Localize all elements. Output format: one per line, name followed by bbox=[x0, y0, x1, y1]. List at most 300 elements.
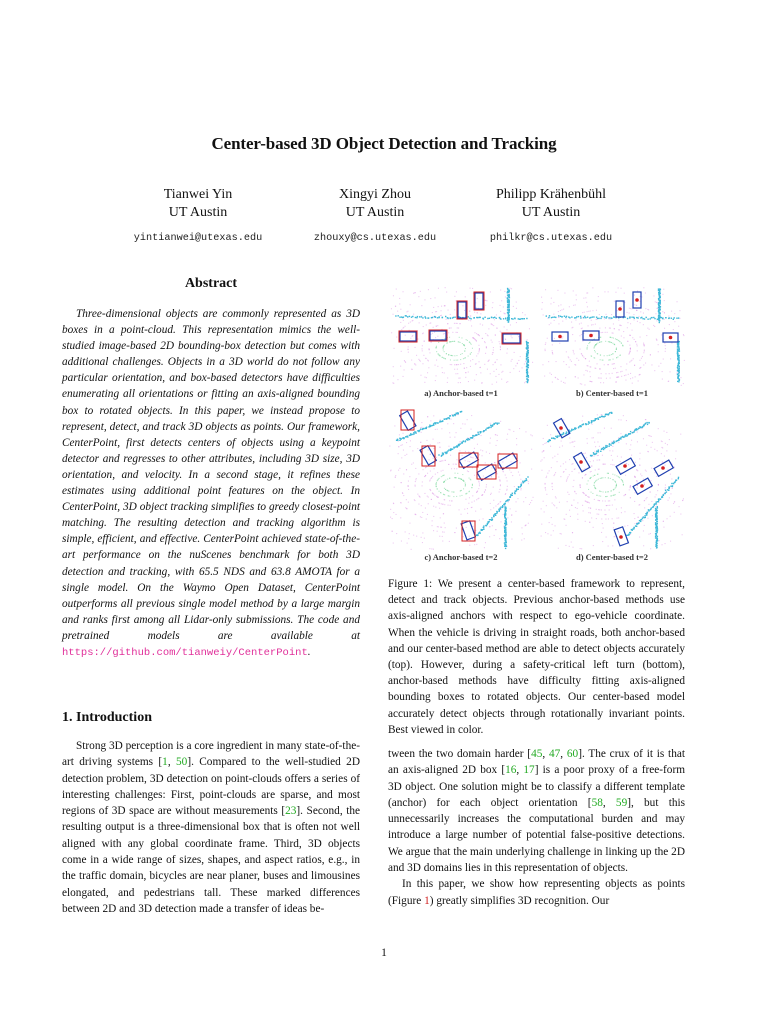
lidar-point bbox=[551, 374, 552, 375]
panel-caption: c) Anchor-based t=2 bbox=[424, 552, 498, 562]
lidar-point bbox=[644, 507, 645, 508]
lidar-point bbox=[653, 295, 654, 296]
lidar-point bbox=[453, 317, 454, 318]
lidar-point bbox=[612, 518, 613, 519]
citation-link[interactable]: 45 bbox=[531, 748, 543, 760]
lidar-point bbox=[634, 365, 635, 366]
lidar-point bbox=[586, 501, 587, 502]
lidar-point bbox=[666, 491, 667, 492]
lidar-point bbox=[496, 513, 497, 514]
lidar-point bbox=[581, 548, 582, 549]
lidar-point bbox=[415, 481, 416, 482]
lidar-point bbox=[580, 426, 581, 427]
lidar-point bbox=[618, 340, 619, 341]
lidar-point bbox=[411, 317, 412, 318]
lidar-point bbox=[634, 492, 635, 493]
citation-link[interactable]: 59 bbox=[615, 796, 628, 809]
lidar-point bbox=[451, 468, 452, 469]
lidar-point bbox=[474, 501, 475, 502]
lidar-point bbox=[493, 347, 494, 348]
lidar-point bbox=[596, 495, 597, 496]
lidar-point bbox=[482, 529, 483, 530]
lidar-point bbox=[398, 446, 399, 447]
lidar-point bbox=[673, 329, 674, 330]
citation-link[interactable]: 16 bbox=[505, 764, 517, 777]
lidar-point bbox=[422, 317, 423, 318]
lidar-point bbox=[474, 380, 475, 381]
lidar-point bbox=[431, 477, 432, 478]
author-email[interactable]: philkr@cs.utexas.edu bbox=[489, 233, 613, 244]
citation-link[interactable]: 47 bbox=[548, 748, 561, 760]
panel-caption: b) Center-based t=1 bbox=[575, 388, 649, 398]
lidar-point bbox=[500, 481, 501, 482]
lidar-point bbox=[650, 509, 651, 510]
panel-caption: d) Center-based t=2 bbox=[575, 552, 649, 562]
lidar-point bbox=[629, 313, 630, 314]
lidar-point bbox=[632, 337, 633, 338]
lidar-point bbox=[533, 497, 534, 498]
lidar-point bbox=[597, 441, 598, 442]
lidar-point bbox=[576, 299, 577, 300]
citation-link[interactable]: 1 bbox=[162, 756, 168, 769]
lidar-point bbox=[480, 317, 481, 318]
lidar-point bbox=[630, 431, 631, 432]
author-affiliation: UT Austin bbox=[521, 205, 581, 220]
lidar-point bbox=[680, 514, 681, 515]
lidar-point bbox=[445, 287, 446, 288]
lidar-point bbox=[485, 490, 486, 491]
author-email[interactable]: yintianwei@utexas.edu bbox=[133, 233, 263, 244]
lidar-point bbox=[470, 288, 471, 289]
lidar-point bbox=[415, 468, 416, 469]
lidar-point bbox=[413, 314, 414, 315]
lidar-point bbox=[655, 508, 656, 509]
page-number: 1 bbox=[381, 947, 387, 959]
lidar-point bbox=[486, 347, 487, 348]
citation-link[interactable]: 17 bbox=[523, 764, 535, 777]
lidar-point bbox=[437, 526, 438, 527]
lidar-point bbox=[417, 316, 418, 317]
lidar-point bbox=[467, 419, 468, 420]
lidar-point bbox=[405, 326, 406, 327]
lidar-point bbox=[465, 440, 466, 441]
lidar-point bbox=[609, 443, 610, 444]
lidar-point bbox=[639, 428, 640, 429]
lidar-point bbox=[561, 338, 562, 339]
lidar-point bbox=[597, 455, 598, 456]
lidar-point bbox=[643, 344, 644, 345]
lidar-point bbox=[511, 521, 512, 522]
lidar-point bbox=[662, 294, 663, 295]
citation-link[interactable]: 50 bbox=[176, 756, 188, 769]
lidar-point bbox=[662, 371, 663, 372]
lidar-point bbox=[629, 308, 630, 309]
lidar-point bbox=[472, 457, 473, 458]
lidar-point bbox=[447, 377, 448, 378]
lidar-point bbox=[587, 496, 588, 497]
lidar-point bbox=[599, 500, 600, 501]
lidar-point bbox=[418, 473, 419, 474]
lidar-point bbox=[505, 313, 506, 314]
lidar-point bbox=[398, 470, 399, 471]
lidar-point bbox=[507, 381, 508, 382]
lidar-point bbox=[420, 429, 421, 430]
lidar-point bbox=[512, 493, 513, 494]
lidar-point bbox=[402, 493, 403, 494]
lidar-point bbox=[678, 344, 679, 345]
lidar-point bbox=[623, 484, 624, 485]
lidar-point bbox=[651, 468, 652, 469]
lidar-point bbox=[585, 358, 586, 359]
lidar-point bbox=[676, 318, 677, 319]
lidar-point bbox=[552, 352, 553, 353]
lidar-point bbox=[434, 468, 435, 469]
lidar-point bbox=[637, 481, 638, 482]
lidar-point bbox=[629, 489, 630, 490]
lidar-point bbox=[454, 296, 455, 297]
lidar-point bbox=[610, 478, 611, 479]
lidar-point bbox=[405, 362, 406, 363]
lidar-point bbox=[590, 512, 591, 513]
lidar-point bbox=[397, 311, 398, 312]
lidar-point bbox=[508, 318, 509, 319]
lidar-point bbox=[608, 446, 609, 447]
figure-ref-link[interactable]: 1 bbox=[424, 894, 430, 907]
lidar-point bbox=[659, 300, 660, 301]
lidar-point bbox=[452, 415, 453, 416]
lidar-point bbox=[646, 335, 647, 336]
lidar-point bbox=[557, 435, 558, 436]
lidar-point bbox=[616, 475, 617, 476]
lidar-point bbox=[583, 357, 584, 358]
lidar-point bbox=[558, 317, 559, 318]
lidar-point bbox=[545, 344, 546, 345]
author-3 bbox=[451, 186, 651, 248]
lidar-point bbox=[624, 436, 625, 437]
lidar-point bbox=[663, 359, 664, 360]
lidar-point bbox=[602, 523, 603, 524]
lidar-point bbox=[620, 433, 621, 434]
lidar-point bbox=[615, 368, 616, 369]
lidar-point bbox=[584, 312, 585, 313]
lidar-point bbox=[421, 432, 422, 433]
lidar-point bbox=[521, 527, 522, 528]
lidar-point bbox=[527, 379, 528, 380]
lidar-point bbox=[585, 370, 586, 371]
lidar-point bbox=[403, 438, 404, 439]
lidar-point bbox=[657, 521, 658, 522]
lidar-point bbox=[667, 489, 668, 490]
lidar-point bbox=[617, 456, 618, 457]
lidar-point bbox=[529, 328, 530, 329]
lidar-point bbox=[511, 288, 512, 289]
lidar-point bbox=[647, 512, 648, 513]
lidar-point bbox=[470, 366, 471, 367]
lidar-point bbox=[400, 366, 401, 367]
lidar-point bbox=[583, 298, 584, 299]
predicted-box bbox=[400, 332, 416, 341]
lidar-point bbox=[630, 335, 631, 336]
lidar-point bbox=[412, 434, 413, 435]
lidar-point bbox=[668, 490, 669, 491]
lidar-point bbox=[651, 447, 652, 448]
lidar-point bbox=[658, 305, 659, 306]
lidar-point bbox=[452, 449, 453, 450]
lidar-point bbox=[516, 302, 517, 303]
lidar-point bbox=[519, 371, 520, 372]
lidar-point bbox=[590, 342, 591, 343]
lidar-point bbox=[630, 378, 631, 379]
lidar-point bbox=[645, 308, 646, 309]
lidar-point bbox=[611, 428, 612, 429]
lidar-point bbox=[616, 357, 617, 358]
lidar-point bbox=[524, 318, 525, 319]
lidar-point bbox=[545, 532, 546, 533]
lidar-point bbox=[436, 457, 437, 458]
lidar-point bbox=[475, 458, 476, 459]
lidar-point bbox=[505, 540, 506, 541]
lidar-point bbox=[650, 318, 651, 319]
lidar-point bbox=[511, 361, 512, 362]
citation-link[interactable]: 58 bbox=[591, 796, 603, 809]
lidar-point bbox=[509, 310, 510, 311]
lidar-point bbox=[621, 512, 622, 513]
lidar-point bbox=[448, 495, 449, 496]
lidar-point bbox=[566, 319, 567, 320]
lidar-point bbox=[499, 479, 500, 480]
lidar-point bbox=[422, 481, 423, 482]
lidar-point bbox=[678, 326, 679, 327]
lidar-point bbox=[459, 337, 460, 338]
lidar-point bbox=[494, 514, 495, 515]
lidar-point bbox=[549, 373, 550, 374]
lidar-point bbox=[613, 489, 614, 490]
lidar-point bbox=[466, 439, 467, 440]
lidar-point bbox=[594, 475, 595, 476]
lidar-point bbox=[507, 517, 508, 518]
lidar-point bbox=[559, 343, 560, 344]
lidar-point bbox=[546, 477, 547, 478]
lidar-point bbox=[678, 346, 679, 347]
lidar-point bbox=[674, 321, 675, 322]
lidar-point bbox=[620, 371, 621, 372]
lidar-point bbox=[469, 497, 470, 498]
lidar-point bbox=[411, 369, 412, 370]
lidar-point bbox=[433, 448, 434, 449]
lidar-point bbox=[521, 488, 522, 489]
lidar-point bbox=[667, 444, 668, 445]
lidar-point bbox=[488, 427, 489, 428]
lidar-point bbox=[465, 348, 466, 349]
lidar-point bbox=[450, 314, 451, 315]
lidar-point bbox=[437, 325, 438, 326]
lidar-point bbox=[626, 363, 627, 364]
lidar-point bbox=[444, 499, 445, 500]
lidar-point bbox=[552, 457, 553, 458]
lidar-point bbox=[465, 377, 466, 378]
lidar-point bbox=[393, 295, 394, 296]
lidar-point bbox=[466, 339, 467, 340]
text-run: Strong 3D perception is a core ingredient in many state-of-the-art driving systems [ bbox=[62, 740, 360, 769]
lidar-point bbox=[630, 486, 631, 487]
lidar-point bbox=[614, 464, 615, 465]
lidar-point bbox=[604, 318, 605, 319]
lidar-point bbox=[405, 455, 406, 456]
lidar-point bbox=[599, 328, 600, 329]
author-1 bbox=[98, 186, 298, 248]
lidar-point bbox=[665, 317, 666, 318]
citation-link[interactable]: 23 bbox=[285, 805, 297, 818]
lidar-point bbox=[637, 441, 638, 442]
lidar-point bbox=[581, 323, 582, 324]
lidar-point bbox=[592, 310, 593, 311]
lidar-point bbox=[554, 505, 555, 506]
lidar-point bbox=[679, 506, 680, 507]
lidar-point bbox=[494, 319, 495, 320]
lidar-point bbox=[601, 518, 602, 519]
lidar-point bbox=[604, 316, 605, 317]
lidar-point bbox=[408, 349, 409, 350]
lidar-point bbox=[545, 349, 546, 350]
lidar-point bbox=[432, 425, 433, 426]
lidar-point bbox=[498, 477, 499, 478]
lidar-point bbox=[601, 414, 602, 415]
lidar-point bbox=[579, 335, 580, 336]
lidar-point bbox=[596, 319, 597, 320]
lidar-point bbox=[574, 446, 575, 447]
lidar-point bbox=[426, 377, 427, 378]
lidar-point bbox=[655, 301, 656, 302]
lidar-point bbox=[593, 316, 594, 317]
lidar-point bbox=[465, 486, 466, 487]
lidar-point bbox=[423, 333, 424, 334]
lidar-point bbox=[594, 482, 595, 483]
lidar-point bbox=[462, 474, 463, 475]
lidar-point bbox=[478, 533, 479, 534]
lidar-point bbox=[424, 377, 425, 378]
center-point bbox=[618, 307, 622, 311]
point-cloud bbox=[389, 411, 533, 550]
lidar-point bbox=[576, 358, 577, 359]
lidar-point bbox=[455, 473, 456, 474]
lidar-point bbox=[428, 289, 429, 290]
lidar-point bbox=[505, 318, 506, 319]
lidar-point bbox=[476, 355, 477, 356]
lidar-point bbox=[470, 360, 471, 361]
lidar-point bbox=[627, 327, 628, 328]
lidar-point bbox=[462, 343, 463, 344]
lidar-point bbox=[636, 428, 637, 429]
lidar-point bbox=[541, 309, 542, 310]
lidar-point bbox=[483, 318, 484, 319]
lidar-point bbox=[454, 355, 455, 356]
lidar-point bbox=[507, 499, 508, 500]
lidar-point bbox=[634, 523, 635, 524]
center-point bbox=[623, 464, 627, 468]
lidar-point bbox=[506, 439, 507, 440]
lidar-point bbox=[424, 382, 425, 383]
lidar-point bbox=[598, 455, 599, 456]
lidar-point bbox=[514, 486, 515, 487]
lidar-point bbox=[399, 303, 400, 304]
lidar-point bbox=[541, 297, 542, 298]
lidar-point bbox=[518, 489, 519, 490]
center-point bbox=[619, 535, 623, 539]
lidar-point bbox=[644, 350, 645, 351]
lidar-point bbox=[470, 320, 471, 321]
lidar-point bbox=[393, 543, 394, 544]
lidar-point bbox=[467, 461, 468, 462]
lidar-point bbox=[492, 352, 493, 353]
author-email[interactable]: zhouxy@cs.utexas.edu bbox=[313, 233, 437, 244]
lidar-point bbox=[587, 365, 588, 366]
lidar-point bbox=[591, 324, 592, 325]
lidar-point bbox=[636, 469, 637, 470]
lidar-point bbox=[463, 344, 464, 345]
lidar-point bbox=[492, 302, 493, 303]
lidar-point bbox=[545, 484, 546, 485]
lidar-point bbox=[628, 534, 629, 535]
lidar-point bbox=[630, 373, 631, 374]
citation-link[interactable]: 60 bbox=[566, 748, 579, 760]
lidar-point bbox=[414, 499, 415, 500]
lidar-point bbox=[401, 541, 402, 542]
lidar-point bbox=[450, 415, 451, 416]
lidar-point bbox=[454, 447, 455, 448]
lidar-point bbox=[648, 435, 649, 436]
lidar-point bbox=[634, 319, 635, 320]
lidar-point bbox=[602, 455, 603, 456]
lidar-point bbox=[678, 477, 679, 478]
lidar-point bbox=[452, 341, 453, 342]
lidar-point bbox=[633, 358, 634, 359]
lidar-point bbox=[494, 423, 495, 424]
lidar-point bbox=[431, 499, 432, 500]
lidar-point bbox=[490, 438, 491, 439]
lidar-point bbox=[676, 480, 677, 481]
lidar-point bbox=[639, 301, 640, 302]
lidar-point bbox=[456, 323, 457, 324]
lidar-point bbox=[420, 442, 421, 443]
lidar-point bbox=[424, 476, 425, 477]
lidar-point bbox=[513, 368, 514, 369]
lidar-point bbox=[558, 435, 559, 436]
lidar-point bbox=[509, 469, 510, 470]
lidar-point bbox=[505, 527, 506, 528]
lidar-point bbox=[602, 500, 603, 501]
lidar-point bbox=[406, 315, 407, 316]
lidar-point bbox=[499, 510, 500, 511]
lidar-point bbox=[411, 360, 412, 361]
code-link[interactable]: https://github.com/tianweiy/CenterPoint bbox=[62, 646, 308, 659]
text-run: , bbox=[167, 756, 177, 769]
lidar-point bbox=[588, 325, 589, 326]
lidar-point bbox=[443, 454, 444, 455]
lidar-point bbox=[600, 318, 601, 319]
lidar-point bbox=[633, 527, 634, 528]
lidar-point bbox=[428, 497, 429, 498]
lidar-point bbox=[570, 442, 571, 443]
lidar-point bbox=[607, 445, 608, 446]
lidar-point bbox=[677, 367, 678, 368]
lidar-point bbox=[493, 507, 494, 508]
lidar-point bbox=[640, 474, 641, 475]
lidar-point bbox=[454, 477, 455, 478]
lidar-point bbox=[657, 308, 658, 309]
lidar-point bbox=[403, 450, 404, 451]
lidar-point bbox=[627, 341, 628, 342]
lidar-point bbox=[607, 332, 608, 333]
